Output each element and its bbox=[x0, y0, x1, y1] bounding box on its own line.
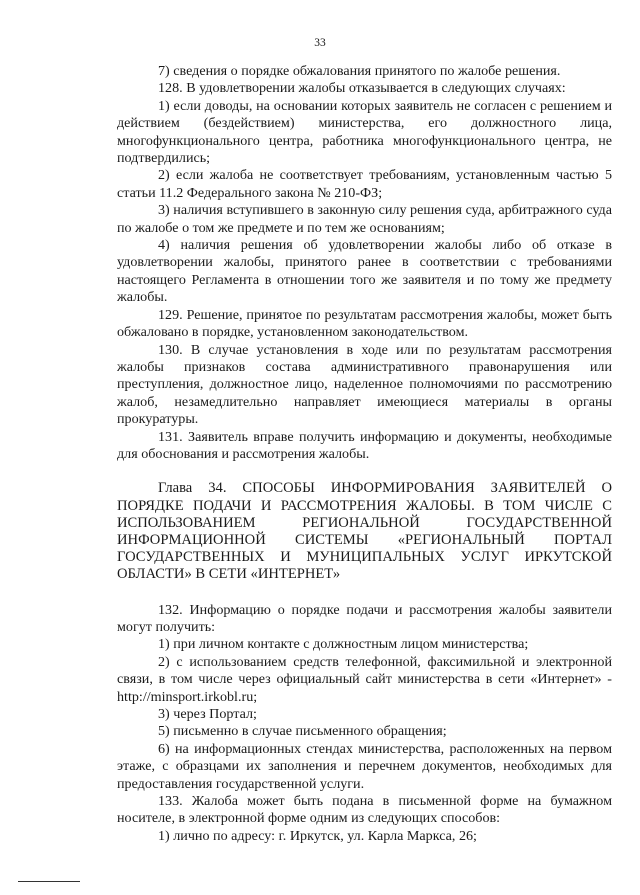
paragraph-128-item-4: 4) наличия решения об удовлетворении жалобы либо об отказе в удовлетворении жалобы, принятого ранее в соответствии с требованиями настоящего Регламента в отношении того же заявителя и по тому же предмету жалобы. bbox=[117, 237, 612, 306]
page-number: 33 bbox=[314, 37, 326, 49]
paragraph-128-item-3: 3) наличия вступившего в законную силу решения суда, арбитражного суда по жалобе о том же предмете и по тем же основаниям; bbox=[117, 202, 612, 236]
section-spacer bbox=[117, 584, 612, 602]
footer-divider bbox=[18, 881, 80, 882]
paragraph-130: 130. В случае установления в ходе или по результатам рассмотрения жалобы признаков состава административного правонарушения или преступления, должностное лицо, наделенное полномочиями по рассмотрению жалоб, незамедлительно направляет имеющиеся материалы в органы прокуратуры. bbox=[117, 341, 612, 428]
paragraph-132-item-6: 6) на информационных стендах министерства, расположенных на первом этаже, с образцами их заполнения и перечнем документов, необходимых для предоставления государственной услуги. bbox=[117, 740, 612, 792]
document-body bbox=[117, 63, 612, 845]
paragraph-128: 128. В удовлетворении жалобы отказывается в следующих случаях: bbox=[158, 80, 566, 97]
paragraph-132: 132. Информацию о порядке подачи и рассмотрения жалобы заявители могут получить: bbox=[117, 601, 612, 635]
paragraph-132-item-5: 5) письменно в случае письменного обращения; bbox=[158, 723, 447, 740]
paragraph-132-item-3: 3) через Портал; bbox=[158, 706, 257, 722]
paragraph-131: 131. Заявитель вправе получить информацию и документы, необходимые для обоснования и рассмотрения жалобы. bbox=[117, 428, 612, 462]
paragraph-132-item-2: 2) с использованием средств телефонной, факсимильной и электронной связи, в том числе через официальный сайт министерства в сети «Интернет» - http://minsport.irkobl.ru; bbox=[117, 653, 612, 705]
paragraph-128-item-1: 1) если доводы, на основании которых заявитель не согласен с решением и действием (бездействием) министерства, его должностного лица, многофункционального центра, работника многофункционального центра, не подтвердились; bbox=[117, 97, 612, 167]
paragraph-133-item-1: 1) лично по адресу: г. Иркутск, ул. Карла Маркса, 26; bbox=[158, 827, 477, 844]
paragraph-129: 129. Решение, принятое по результатам рассмотрения жалобы, может быть обжаловано в порядке, установленном законодательством. bbox=[117, 306, 612, 341]
paragraph-133: 133. Жалоба может быть подана в письменной форме на бумажном носителе, в электронной форме одним из следующих способов: bbox=[117, 793, 612, 827]
paragraph-132-item-1: 1) при личном контакте с должностным лицом министерства; bbox=[158, 636, 529, 653]
chapter-heading: Глава 34. СПОСОБЫ ИНФОРМИРОВАНИЯ ЗАЯВИТЕЛЕЙ О ПОРЯДКЕ ПОДАЧИ И РАССМОТРЕНИЯ ЖАЛОБЫ. В ТОМ ЧИСЛЕ С ИСПОЛЬЗОВАНИЕМ РЕГИОНАЛЬНОЙ ГОСУДАРСТВЕННОЙ ИНФОРМАЦИОННОЙ СИСТЕМЫ «РЕГИОНАЛЬНЫЙ ПОРТАЛ ГОСУДАРСТВЕННЫХ И МУНИЦИПАЛЬНЫХ УСЛУГ ИРКУТСКОЙ ОБЛАСТИ» В СЕТИ «ИНТЕРНЕТ» bbox=[117, 480, 612, 583]
paragraph-7-appeal-info: 7) сведения о порядке обжалования принятого по жалобе решения. bbox=[158, 63, 561, 79]
paragraph-128-item-2: 2) если жалоба не соответствует требованиям, установленным частью 5 статьи 11.2 Федерального закона № 210-ФЗ; bbox=[117, 167, 612, 201]
